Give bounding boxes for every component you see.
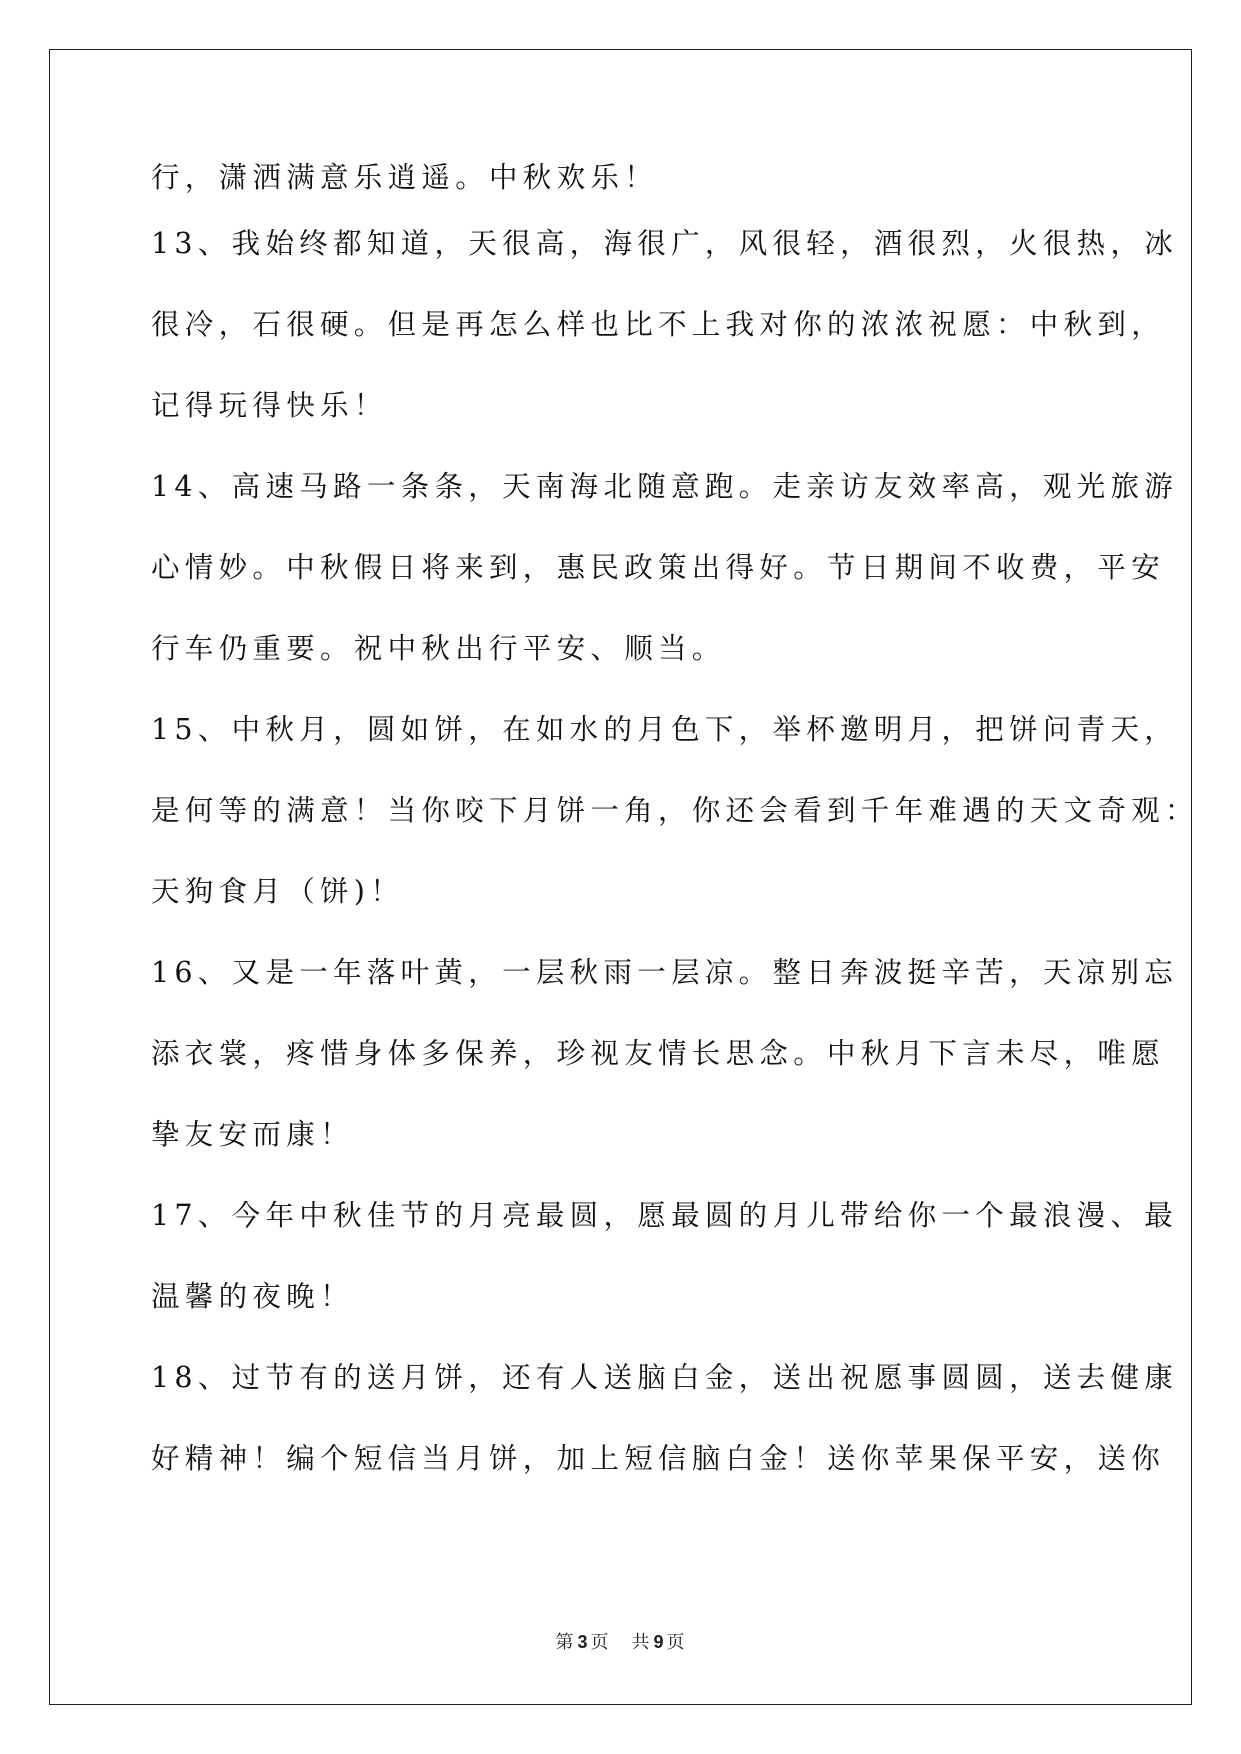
text-line: 行车仍重要。祝中秋出行平安、顺当。 [151,632,726,665]
total-pages-number: 9 [653,1632,664,1652]
text-line: 13、我始终都知道，天很高，海很广，风很轻，酒很烈，火很热，冰 [151,227,1179,260]
text-line: 17、今年中秋佳节的月亮最圆，愿最圆的月儿带给你一个最浪漫、最 [151,1199,1179,1232]
text-line: 温馨的夜晚！ [151,1280,354,1313]
text-line: 挚友安而康！ [151,1118,354,1151]
text-line: 15、中秋月，圆如饼，在如水的月色下，举杯邀明月，把饼问青天， [151,713,1179,746]
text-line: 记得玩得快乐！ [151,389,388,422]
text-line: 行，潇洒满意乐逍遥。中秋欢乐！ [151,161,659,194]
page-prefix: 第 [555,1632,575,1653]
text-line: 心情妙。中秋假日将来到，惠民政策出得好。节日期间不收费，平安 [151,551,1166,584]
text-line: 16、又是一年落叶黄，一层秋雨一层凉。整日奔波挺辛苦，天凉别忘 [151,956,1179,989]
text-line: 是何等的满意！当你咬下月饼一角，你还会看到千年难遇的天文奇观： [151,794,1199,827]
total-prefix: 共 [631,1632,651,1653]
page-suffix: 页 [590,1632,610,1653]
text-line: 18、过节有的送月饼，还有人送脑白金，送出祝愿事圆圆，送去健康 [151,1361,1179,1394]
page-footer [0,1628,1241,1654]
text-line: 天狗食月（饼)！ [151,875,405,908]
document-body [151,153,1199,1499]
text-line: 添衣裳，疼惜身体多保养，珍视友情长思念。中秋月下言未尽，唯愿 [151,1037,1166,1070]
text-line: 好精神！编个短信当月饼，加上短信脑白金！送你苹果保平安，送你 [151,1442,1166,1475]
current-page-number: 3 [577,1632,588,1652]
total-suffix: 页 [666,1632,686,1653]
text-line: 很冷，石很硬。但是再怎么样也比不上我对你的浓浓祝愿：中秋到， [151,308,1166,341]
text-line: 14、高速马路一条条，天南海北随意跑。走亲访友效率高，观光旅游 [151,470,1179,503]
